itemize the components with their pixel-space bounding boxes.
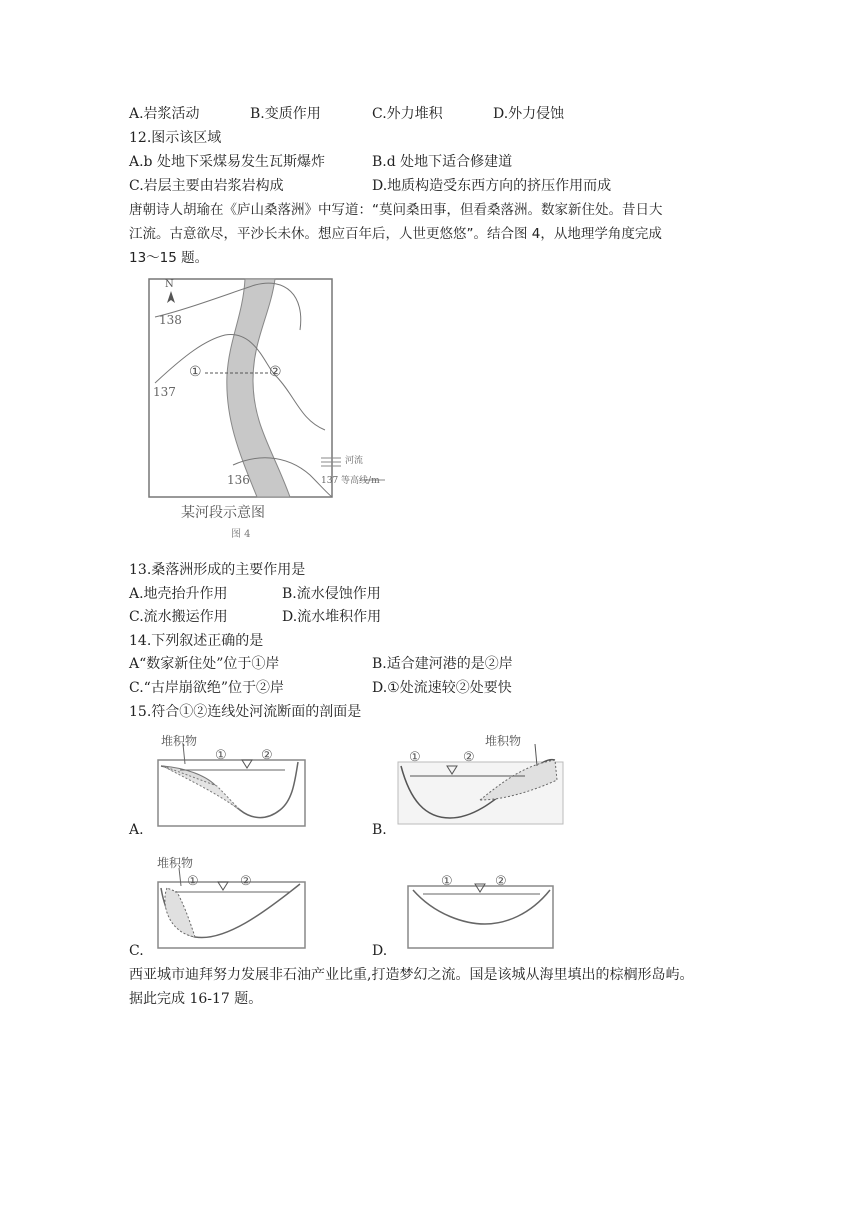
q14-stem: 14.下列叙述正确的是: [129, 633, 264, 649]
point-2-label: ②: [269, 364, 282, 380]
q15-stem: 15.符合①②连线处河流断面的剖面是: [129, 704, 362, 720]
passage2-line-1: 西亚城市迪拜努力发展非石油产业比重,打造梦幻之流。国是该城从海里填出的棕榈形岛屿。: [129, 967, 694, 983]
section-c: [155, 852, 315, 952]
section-b: [395, 730, 570, 830]
q12-stem: 12.图示该区域: [129, 130, 222, 146]
section-b-deposit-label: 堆积物: [485, 734, 522, 748]
q12-option-d: D.地质构造受东西方向的挤压作用而成: [372, 178, 612, 194]
q13-option-b: B.流水侵蚀作用: [282, 586, 381, 602]
q11-option-c: C.外力堆积: [372, 106, 443, 122]
q14-option-b: B.适合建河港的是②岸: [372, 656, 513, 672]
q15-option-a: A.: [129, 822, 144, 838]
q14-option-a: A“数家新住处”位于①岸: [129, 656, 280, 672]
q15-option-d: D.: [372, 943, 388, 959]
section-c-mark-1: ①: [187, 874, 199, 889]
figure-4: [145, 275, 415, 545]
section-b-mark-1: ①: [409, 750, 421, 765]
q12-option-a: A.b 处地下采煤易发生瓦斯爆炸: [129, 154, 325, 170]
north-label: N: [165, 279, 174, 290]
figure-number: 图 4: [231, 529, 251, 540]
section-a: [155, 730, 315, 830]
section-d-mark-2: ②: [495, 874, 507, 889]
figure-caption: 某河段示意图: [181, 505, 265, 521]
legend-contour: 137 等高线/m: [321, 476, 380, 486]
q15-option-c: C.: [129, 943, 144, 959]
legend-river: 河流: [345, 456, 364, 466]
contour-label-136: 136: [227, 473, 250, 487]
q14-option-d: D.①处流速较②处要快: [372, 680, 512, 696]
contour-label-138: 138: [159, 313, 182, 327]
section-d-mark-1: ①: [441, 874, 453, 889]
section-a-mark-2: ②: [261, 748, 273, 763]
passage1-line-1: 唐朝诗人胡瑜在《庐山桑落洲》中写道：“莫问桑田事，但看桑落洲。数家新住处。昔日大: [129, 202, 663, 218]
q13-option-c: C.流水搬运作用: [129, 609, 228, 625]
section-c-mark-2: ②: [240, 874, 252, 889]
q14-option-c: C.“古岸崩欲绝”位于②岸: [129, 680, 284, 696]
q13-option-a: A.地壳抬升作用: [129, 586, 228, 602]
passage1-line-3: 13～15 题。: [129, 250, 209, 266]
passage2-line-2: 据此完成 16-17 题。: [129, 991, 263, 1007]
contour-label-137: 137: [153, 385, 176, 399]
q11-option-b: B.变质作用: [250, 106, 321, 122]
q11-option-d: D.外力侵蚀: [493, 106, 565, 122]
point-1-label: ①: [189, 364, 202, 380]
q12-option-b: B.d 处地下适合修建道: [372, 154, 513, 170]
section-c-deposit-label: 堆积物: [157, 856, 194, 870]
passage1-line-2: 江流。古意欲尽，平沙长未休。想应百年后，人世更悠悠”。结合图 4，从地理学角度完成: [129, 226, 662, 242]
q11-option-a: A.岩浆活动: [129, 106, 200, 122]
section-a-mark-1: ①: [215, 748, 227, 763]
q13-option-d: D.流水堆积作用: [282, 609, 382, 625]
q13-stem: 13.桑落洲形成的主要作用是: [129, 562, 306, 578]
q15-option-b: B.: [372, 822, 387, 838]
q12-option-c: C.岩层主要由岩浆岩构成: [129, 178, 284, 194]
section-b-mark-2: ②: [463, 750, 475, 765]
section-d: [405, 860, 565, 955]
section-a-deposit-label: 堆积物: [161, 734, 198, 748]
